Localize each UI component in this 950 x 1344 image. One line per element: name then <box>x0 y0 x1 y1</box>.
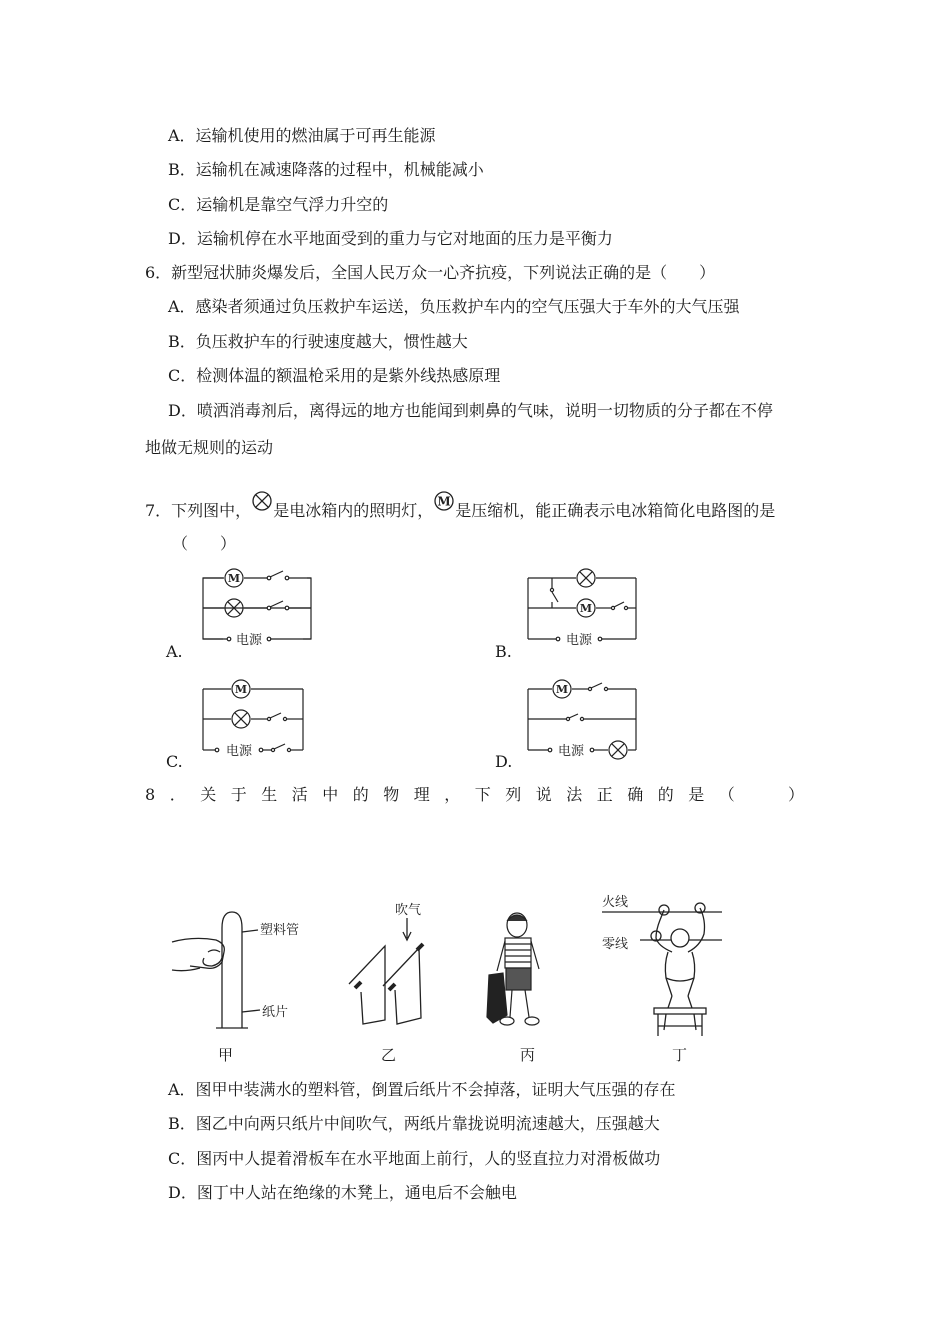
q7-label-c: C. <box>166 752 183 771</box>
q8-option-a: A．图甲中装满水的塑料管，倒置后纸片不会掉落，证明大气压强的存在 <box>168 1080 676 1099</box>
lamp-icon <box>251 490 273 512</box>
q6-stem: 6．新型冠状肺炎爆发后，全国人民万众一心齐抗疫，下列说法正确的是（ ） <box>145 263 716 282</box>
q8-stem-num: 8 <box>145 785 170 804</box>
label-plastic-tube: 塑料管 <box>260 923 300 938</box>
q6-option-d: D．喷洒消毒剂后，离得远的地方也能闻到刺鼻的气味，说明一切物质的分子都在不停 <box>168 401 773 420</box>
q7-label-a: A. <box>166 642 183 661</box>
caption-jia: 甲 <box>218 1046 234 1064</box>
q5-option-d: D．运输机停在水平地面受到的重力与它对地面的压力是平衡力 <box>168 229 613 248</box>
motor-icon <box>433 490 455 512</box>
label-paper-jia: 纸片 <box>262 1005 289 1020</box>
svg-text:M: M <box>227 572 241 585</box>
q5-option-a: A．运输机使用的燃油属于可再生能源 <box>168 126 436 145</box>
q6-option-d-continued: 地做无规则的运动 <box>145 438 274 457</box>
caption-ding: 丁 <box>672 1046 688 1064</box>
figure-bing <box>485 905 555 1040</box>
motor-icon-letter: M <box>437 494 451 509</box>
q7-label-d: D. <box>495 752 513 771</box>
circuit-diagram-a <box>195 562 320 652</box>
q6-option-c: C．检测体温的额温枪采用的是紫外线热感原理 <box>168 366 501 385</box>
circuit-diagram-d <box>520 673 645 763</box>
q7-answer-paren: （ ） <box>172 534 237 553</box>
svg-text:电源: 电源 <box>225 744 253 759</box>
q7-stem-part1: 7．下列图中， <box>145 501 252 520</box>
svg-text:电源: 电源 <box>565 633 593 648</box>
q7-label-b: B. <box>495 642 512 661</box>
caption-yi: 乙 <box>381 1046 397 1064</box>
q8-stem <box>145 785 749 805</box>
circuit-diagram-c <box>195 673 320 763</box>
q7-stem-part3: 是压缩机，能正确表示电冰箱简化电路图的是 <box>455 501 776 520</box>
figure-yi <box>335 900 450 1040</box>
circuit-diagram-b <box>520 562 645 652</box>
label-live-wire: 火线 <box>602 895 629 910</box>
svg-text:电源: 电源 <box>557 744 585 759</box>
svg-text:M: M <box>579 602 593 615</box>
svg-text:M: M <box>555 683 569 696</box>
q7-stem-part2: 是电冰箱内的照明灯， <box>273 501 434 520</box>
q7-stem <box>145 490 775 521</box>
q8-option-c: C．图丙中人提着滑板车在水平地面上前行，人的竖直拉力对滑板做功 <box>168 1149 661 1168</box>
figure-jia <box>160 900 310 1040</box>
figure-ding <box>600 890 735 1040</box>
svg-text:电源: 电源 <box>235 633 263 648</box>
q6-option-b: B．负压救护车的行驶速度越大，惯性越大 <box>168 332 468 351</box>
q5-option-c: C．运输机是靠空气浮力升空的 <box>168 195 389 214</box>
q8-option-d: D．图丁中人站在绝缘的木凳上，通电后不会触电 <box>168 1183 517 1202</box>
q8-stem-close: ） <box>788 785 805 804</box>
svg-text:M: M <box>234 683 248 696</box>
label-neutral-wire: 零线 <box>602 937 629 952</box>
caption-bing: 丙 <box>520 1046 536 1064</box>
q6-option-a: A．感染者须通过负压救护车运送，负压救护车内的空气压强大于车外的大气压强 <box>168 297 740 316</box>
q8-option-b: B．图乙中向两只纸片中间吹气，两纸片靠拢说明流速越大，压强越大 <box>168 1114 660 1133</box>
q8-stem-text: ．关于生活中的物理，下列说法正确的是（ <box>169 785 750 804</box>
label-blow: 吹气 <box>395 903 422 918</box>
q5-option-b: B．运输机在减速降落的过程中，机械能减小 <box>168 160 484 179</box>
